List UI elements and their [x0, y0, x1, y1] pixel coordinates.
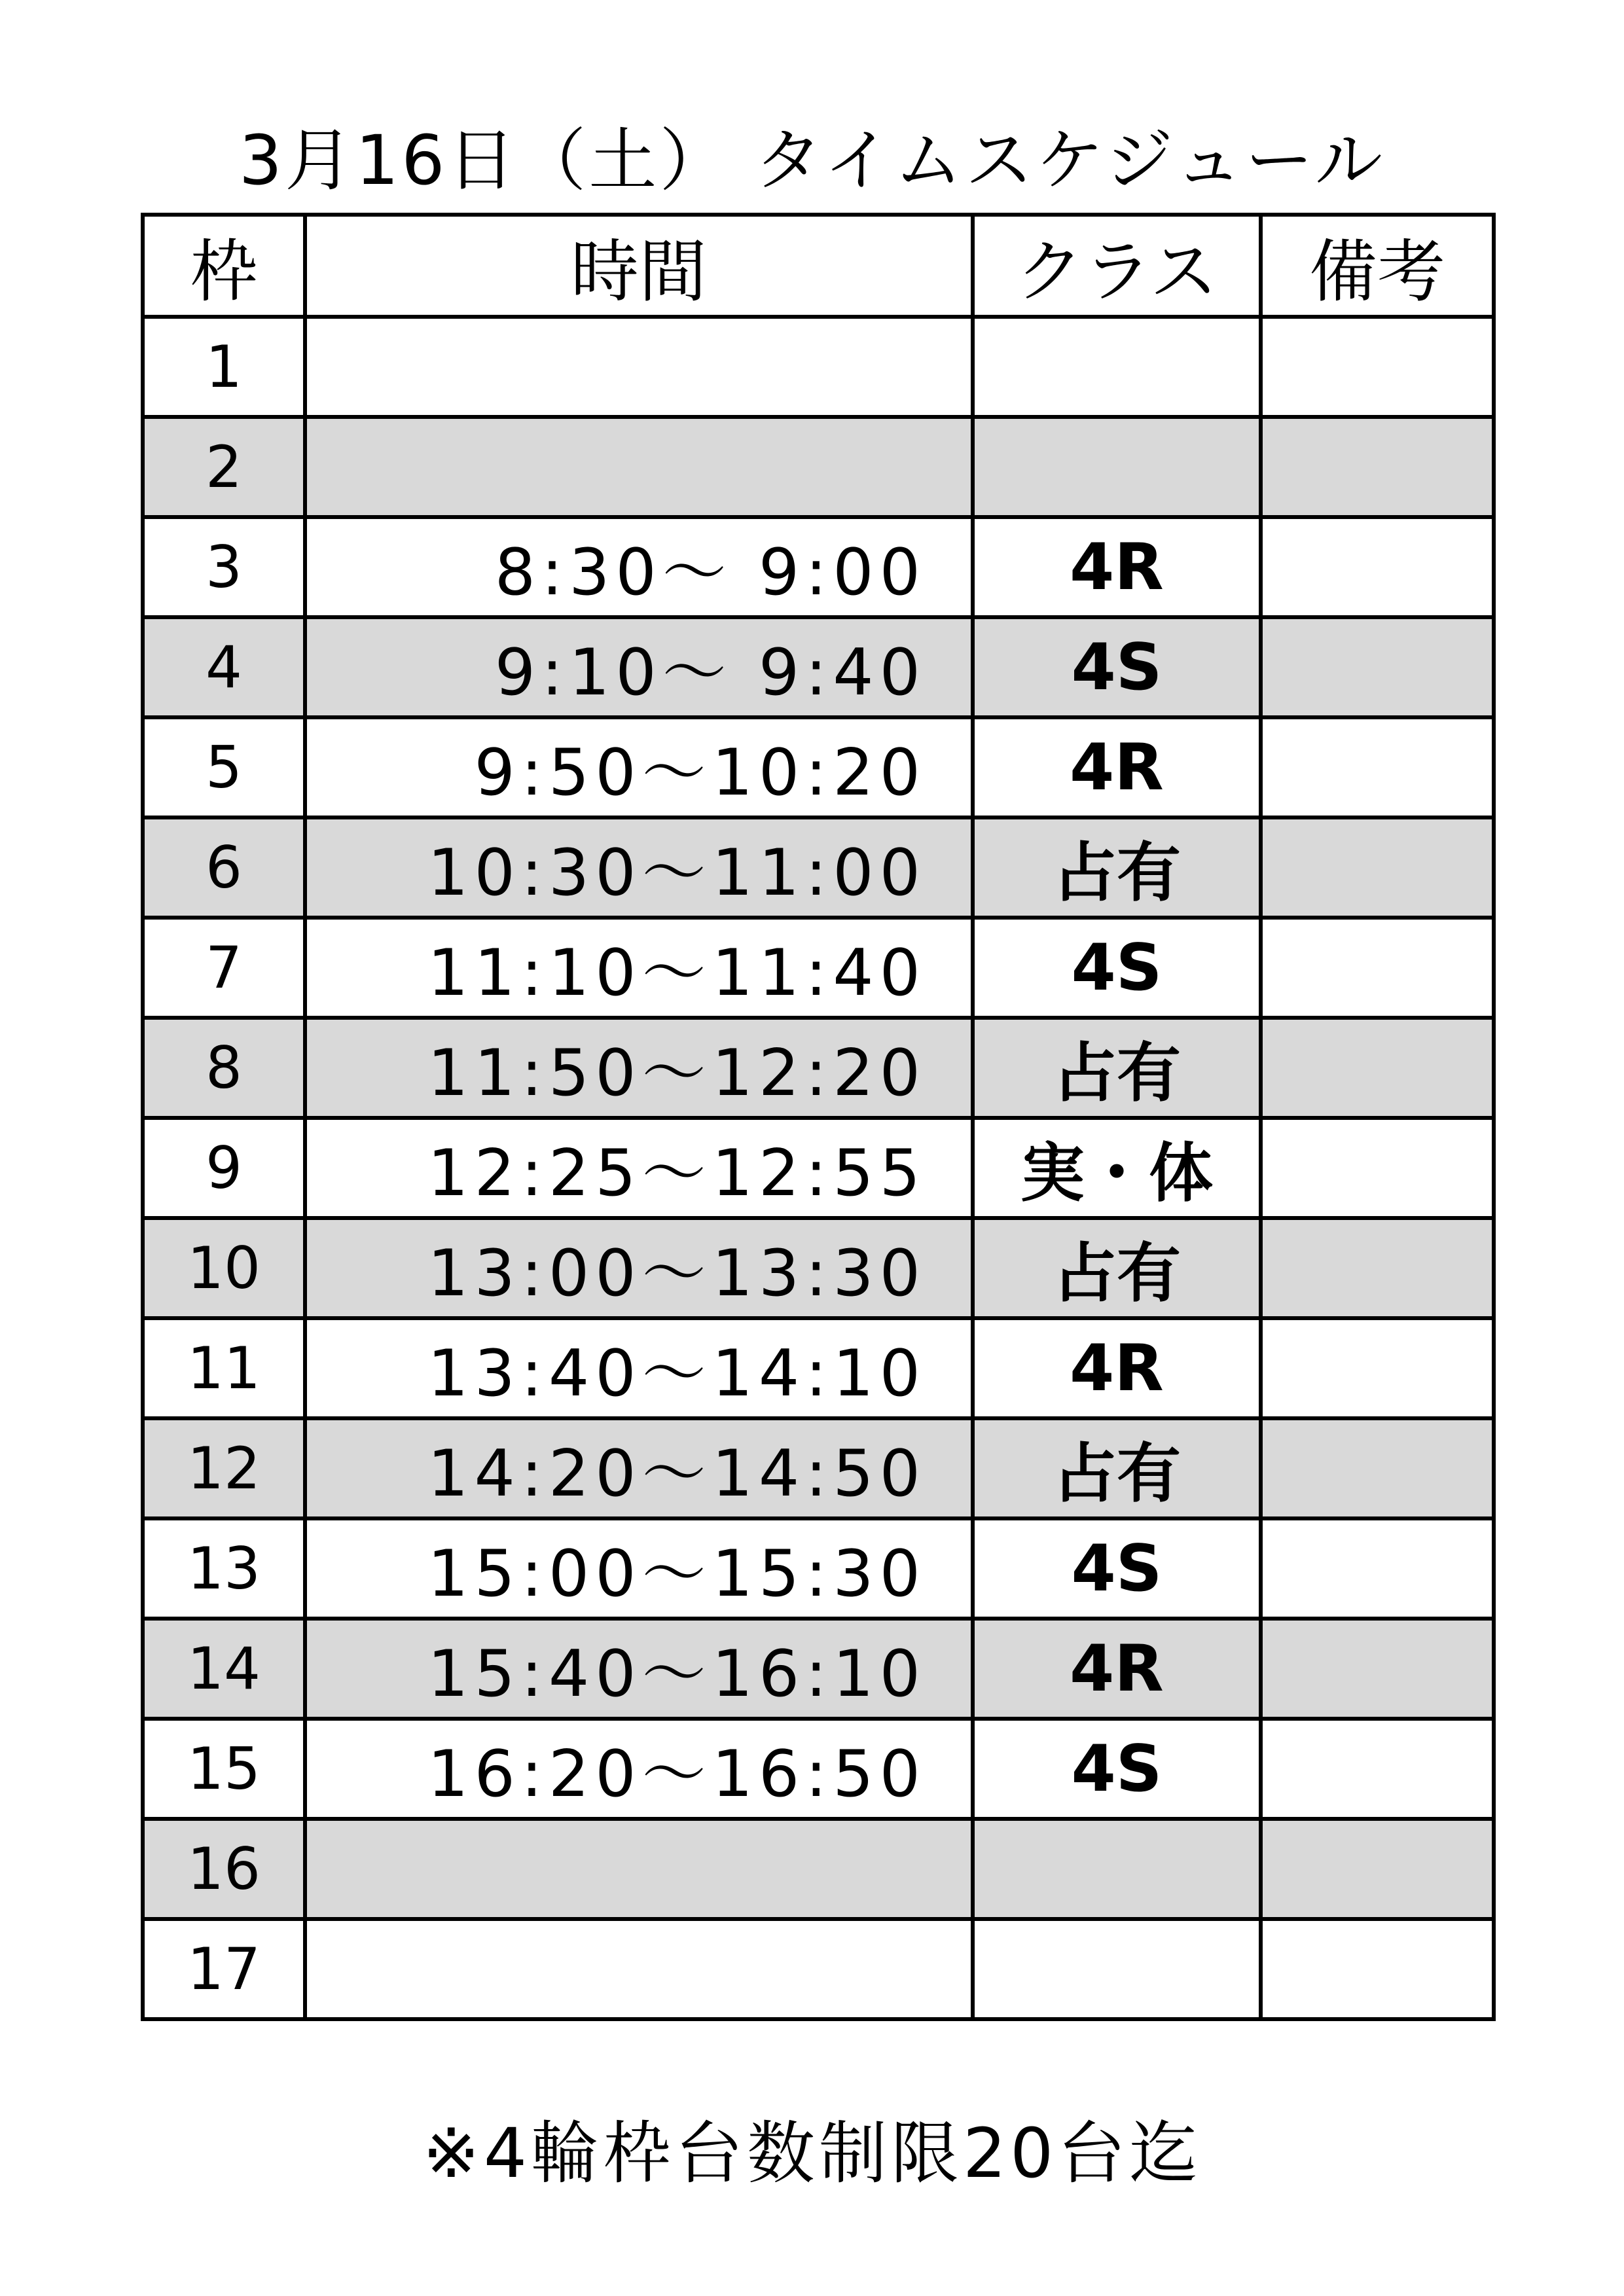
table-row — [143, 717, 1494, 817]
slot-cell: 17 — [143, 1919, 305, 2019]
slot-cell: 12 — [143, 1418, 305, 1518]
class-cell — [973, 317, 1261, 417]
time-cell — [305, 317, 973, 417]
class-cell: 占有 — [973, 1018, 1261, 1118]
notes-cell — [1261, 1719, 1494, 1819]
slot-cell: 6 — [143, 817, 305, 918]
notes-cell — [1261, 817, 1494, 918]
class-cell: 実・体 — [973, 1118, 1261, 1218]
notes-cell — [1261, 317, 1494, 417]
notes-cell — [1261, 918, 1494, 1018]
table-row — [143, 1418, 1494, 1518]
time-cell: 9:10～ 9:40 — [305, 617, 973, 717]
class-cell: 4R — [973, 517, 1261, 617]
notes-cell — [1261, 417, 1494, 517]
table-row — [143, 317, 1494, 417]
slot-cell: 13 — [143, 1518, 305, 1619]
table-row — [143, 417, 1494, 517]
class-cell: 4S — [973, 1518, 1261, 1619]
time-cell: 13:40～14:10 — [305, 1318, 973, 1418]
time-cell: 8:30～ 9:00 — [305, 517, 973, 617]
time-cell: 10:30～11:00 — [305, 817, 973, 918]
time-cell: 15:40～16:10 — [305, 1619, 973, 1719]
table-row — [143, 1919, 1494, 2019]
table-row — [143, 1719, 1494, 1819]
header-notes: 備考 — [1261, 215, 1494, 317]
notes-cell — [1261, 617, 1494, 717]
time-cell: 15:00～15:30 — [305, 1518, 973, 1619]
table-row — [143, 1018, 1494, 1118]
slot-cell: 3 — [143, 517, 305, 617]
class-cell: 4R — [973, 1619, 1261, 1719]
slot-cell: 4 — [143, 617, 305, 717]
header-class: クラス — [973, 215, 1261, 317]
slot-cell: 7 — [143, 918, 305, 1018]
header-slot: 枠 — [143, 215, 305, 317]
table-row — [143, 1518, 1494, 1619]
class-cell: 4R — [973, 1318, 1261, 1418]
class-cell: 占有 — [973, 817, 1261, 918]
time-cell: 11:10～11:40 — [305, 918, 973, 1018]
time-cell: 11:50～12:20 — [305, 1018, 973, 1118]
table-row — [143, 1318, 1494, 1418]
table-row — [143, 1218, 1494, 1318]
slot-cell: 8 — [143, 1018, 305, 1118]
time-cell: 16:20～16:50 — [305, 1719, 973, 1819]
time-cell: 12:25～12:55 — [305, 1118, 973, 1218]
table-body — [143, 317, 1494, 2019]
notes-cell — [1261, 1318, 1494, 1418]
slot-cell: 1 — [143, 317, 305, 417]
notes-cell — [1261, 1218, 1494, 1318]
table-row — [143, 918, 1494, 1018]
time-cell: 9:50～10:20 — [305, 717, 973, 817]
class-cell: 4R — [973, 717, 1261, 817]
class-cell: 4S — [973, 617, 1261, 717]
notes-cell — [1261, 1919, 1494, 2019]
slot-cell: 5 — [143, 717, 305, 817]
table-header-row — [143, 215, 1494, 317]
notes-cell — [1261, 1619, 1494, 1719]
table-row — [143, 1619, 1494, 1719]
table-row — [143, 1118, 1494, 1218]
page-title: 3月16日（土） タイムスケジュール — [238, 120, 1386, 200]
class-cell: 4S — [973, 918, 1261, 1018]
notes-cell — [1261, 1118, 1494, 1218]
notes-cell — [1261, 1018, 1494, 1118]
slot-cell: 2 — [143, 417, 305, 517]
table-row — [143, 817, 1494, 918]
table-row — [143, 617, 1494, 717]
notes-cell — [1261, 1819, 1494, 1919]
header-time: 時間 — [305, 215, 973, 317]
class-cell — [973, 417, 1261, 517]
notes-cell — [1261, 1518, 1494, 1619]
slot-cell: 14 — [143, 1619, 305, 1719]
footnote: ※4輪枠台数制限20台迄 — [422, 2113, 1202, 2193]
notes-cell — [1261, 717, 1494, 817]
class-cell: 占有 — [973, 1418, 1261, 1518]
time-cell: 13:00～13:30 — [305, 1218, 973, 1318]
class-cell: 4S — [973, 1719, 1261, 1819]
slot-cell: 15 — [143, 1719, 305, 1819]
slot-cell: 11 — [143, 1318, 305, 1418]
table-row — [143, 517, 1494, 617]
slot-cell: 10 — [143, 1218, 305, 1318]
schedule-table — [141, 213, 1496, 2021]
class-cell: 占有 — [973, 1218, 1261, 1318]
class-cell — [973, 1819, 1261, 1919]
time-cell — [305, 417, 973, 517]
time-cell: 14:20～14:50 — [305, 1418, 973, 1518]
slot-cell: 16 — [143, 1819, 305, 1919]
time-cell — [305, 1819, 973, 1919]
notes-cell — [1261, 517, 1494, 617]
slot-cell: 9 — [143, 1118, 305, 1218]
table-row — [143, 1819, 1494, 1919]
time-cell — [305, 1919, 973, 2019]
class-cell — [973, 1919, 1261, 2019]
notes-cell — [1261, 1418, 1494, 1518]
